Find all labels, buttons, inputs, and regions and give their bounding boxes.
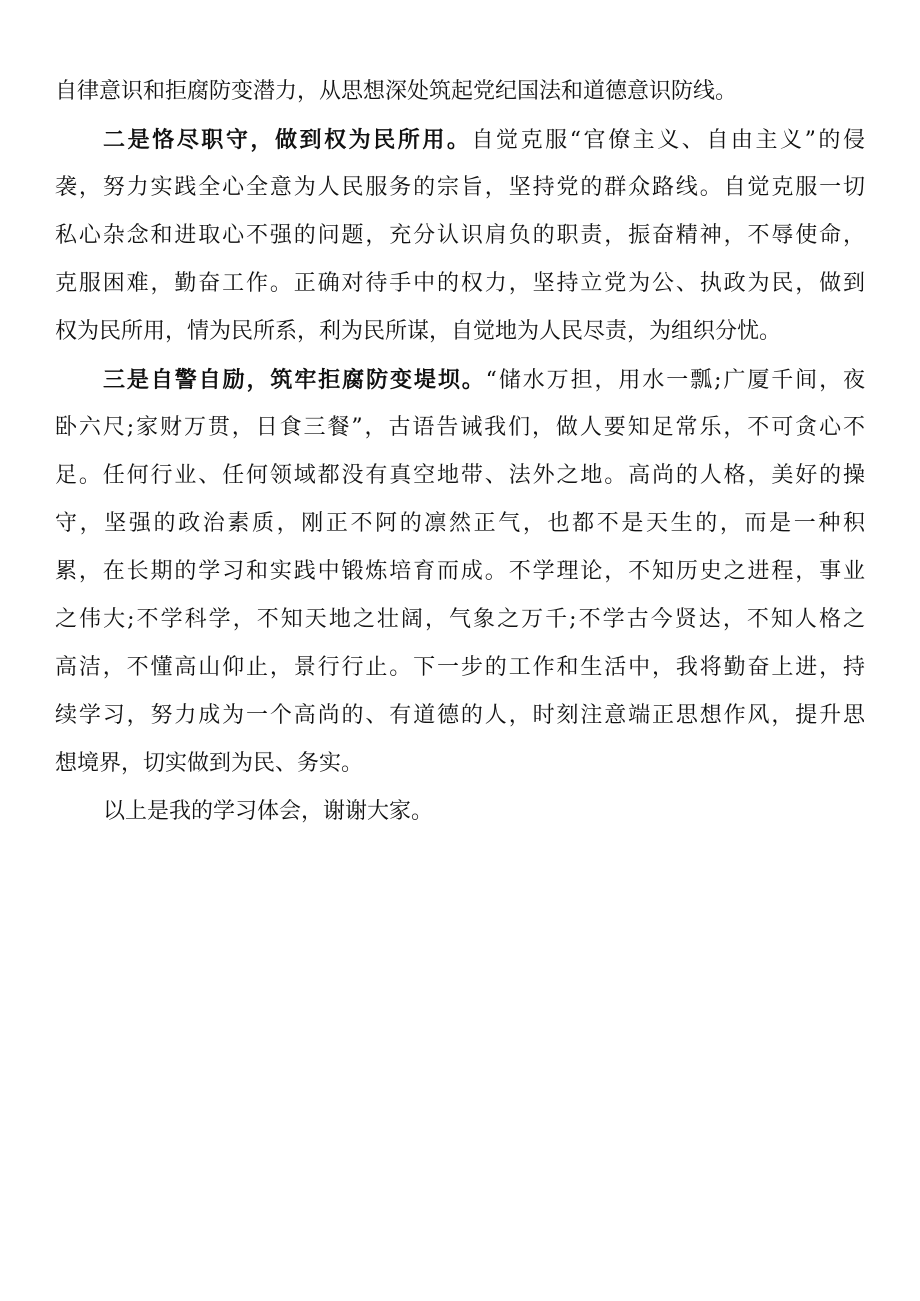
text-line: 权为民所用，情为民所系，利为民所谋，自觉地为人民尽责，为组织分忧。 — [55, 319, 782, 344]
text-line: 续学习，努力成为一个高尚的、有道德的人，时刻注意端正思想作风，提升思 — [55, 703, 865, 728]
text-line: 高洁，不懂高山仰止，景行行止。下一步的工作和生活中，我将勤奋上进，持 — [55, 655, 865, 680]
closing-line: 以上是我的学习体会，谢谢大家。 — [103, 799, 434, 824]
text-line: 袭，努力实践全心全意为人民服务的宗旨，坚持党的群众路线。自觉克服一切 — [55, 175, 865, 200]
paragraph-continuation — [55, 68, 865, 116]
paragraph-point-three — [55, 356, 865, 788]
text-line — [55, 356, 865, 404]
text-line: 自律意识和拒腐防变潜力，从思想深处筑起党纪国法和道德意识防线。 — [55, 79, 738, 104]
text-line: 想境界，切实做到为民、务实。 — [55, 751, 364, 776]
point-two-heading: 二是恪尽职守，做到权为民所用。 — [103, 127, 472, 153]
text-line: 私心杂念和进取心不强的问题，充分认识肩负的职责，振奋精神，不辱使命， — [55, 223, 865, 248]
paragraph-point-two — [55, 116, 865, 356]
text-line: 守，坚强的政治素质，刚正不阿的凛然正气，也都不是天生的，而是一种积 — [55, 511, 865, 536]
text-line: 卧六尺;家财万贯，日食三餐”，古语告诫我们，做人要知足常乐，不可贪心不 — [55, 415, 865, 440]
document-page — [55, 68, 865, 836]
text-segment: “储水万担，用水一瓢;广厦千间，夜 — [485, 368, 865, 393]
text-line: 足。任何行业、任何领域都没有真空地带、法外之地。高尚的人格，美好的操 — [55, 463, 865, 488]
text-segment: 自觉克服“官僚主义、自由主义”的侵 — [471, 128, 865, 153]
paragraph-closing — [55, 788, 865, 836]
text-line: 之伟大;不学科学，不知天地之壮阔，气象之万千;不学古今贤达，不知人格之 — [55, 607, 865, 632]
point-three-heading: 三是自警自励，筑牢拒腐防变堤坝。 — [103, 367, 486, 393]
text-line — [55, 116, 865, 164]
text-line: 克服困难，勤奋工作。正确对待手中的权力，坚持立党为公、执政为民，做到 — [55, 271, 865, 296]
text-line: 累，在长期的学习和实践中锻炼培育而成。不学理论，不知历史之进程，事业 — [55, 559, 865, 584]
